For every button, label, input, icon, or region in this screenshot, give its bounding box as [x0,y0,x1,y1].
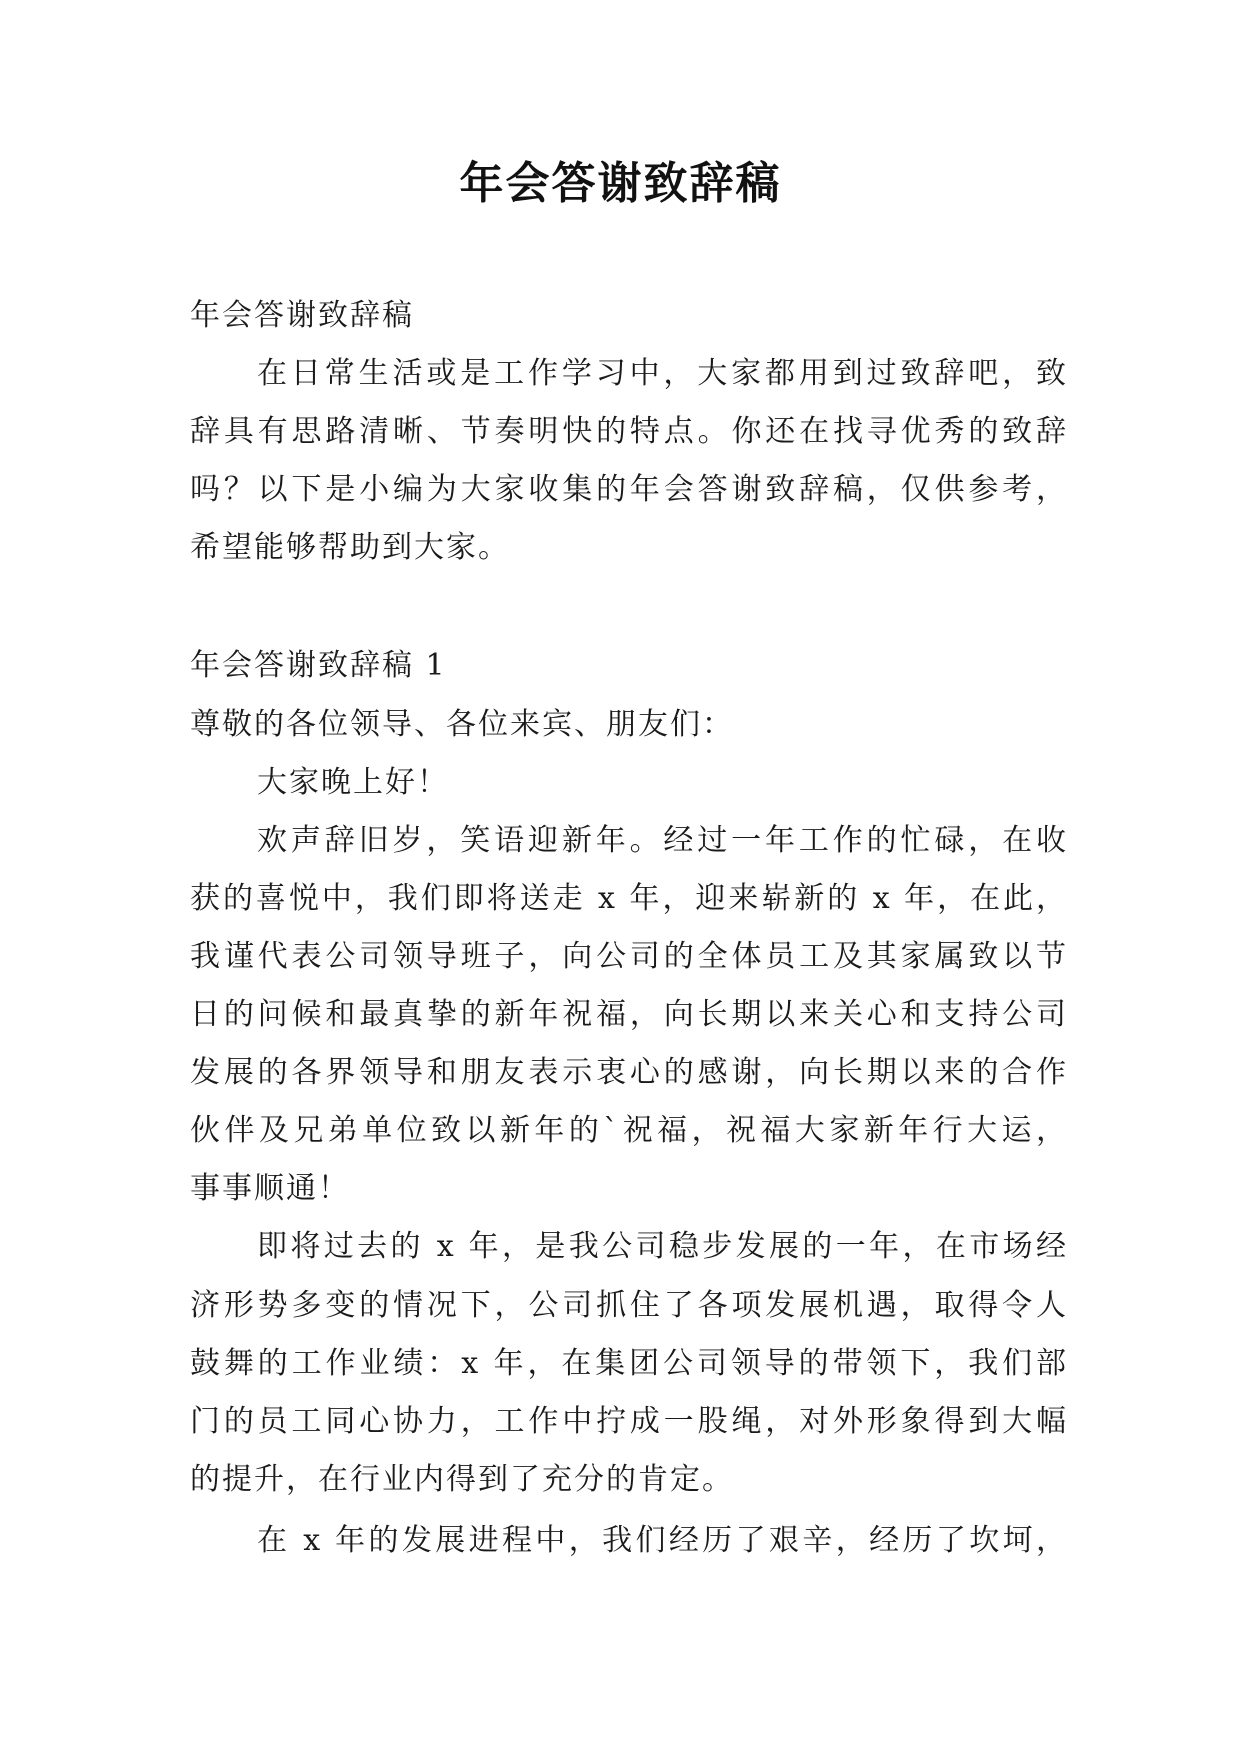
paragraph-line: 欢声辞旧岁，笑语迎新年。经过一年工作的忙碌，在收 [257,822,1068,858]
paragraph-line: 在日常生活或是工作学习中，大家都用到过致辞吧，致 [257,356,1068,392]
paragraph-line: 发展的各界领导和朋友表示衷心的感谢，向长期以来的合作 [190,1055,1068,1091]
paragraph-line: 事事顺通！ [190,1171,350,1207]
paragraph-line: 我谨代表公司领导班子，向公司的全体员工及其家属致以节 [190,938,1068,974]
paragraph-line: 即将过去的 x 年，是我公司稳步发展的一年，在市场经 [257,1229,1068,1265]
intro-paragraph [190,345,1068,577]
document-title: 年会答谢致辞稿 [459,158,782,209]
paragraph-line: 获的喜悦中，我们即将送走 x 年，迎来崭新的 x 年，在此， [190,880,1068,916]
greeting: 大家晚上好！ [257,764,449,800]
salutation: 尊敬的各位领导、各位来宾、朋友们： [190,706,734,742]
speech-heading: 年会答谢致辞稿 1 [190,648,447,684]
paragraph-line: 伙伴及兄弟单位致以新年的`祝福，祝福大家新年行大运， [190,1113,1068,1149]
speech-paragraph [190,812,1068,1219]
paragraph-line: 的提升，在行业内得到了充分的肯定。 [190,1461,734,1497]
paragraph-line: 希望能够帮助到大家。 [190,530,510,566]
speech-paragraph [190,1218,1068,1508]
speech-paragraph [190,1512,1068,1570]
paragraph-line: 辞具有思路清晰、节奏明快的特点。你还在找寻优秀的致辞 [190,414,1068,450]
document-body [190,287,1068,1570]
paragraph-line: 在 x 年的发展进程中，我们经历了艰辛，经历了坎坷， [257,1522,1068,1558]
paragraph-line: 济形势多变的情况下，公司抓住了各项发展机遇，取得令人 [190,1287,1068,1323]
paragraph-line: 日的问候和最真挚的新年祝福，向长期以来关心和支持公司 [190,997,1068,1033]
paragraph-line: 鼓舞的工作业绩：x 年，在集团公司领导的带领下，我们部 [190,1345,1068,1381]
intro-heading: 年会答谢致辞稿 [190,298,414,333]
paragraph-line: 门的员工同心协力，工作中拧成一股绳，对外形象得到大幅 [190,1403,1068,1439]
paragraph-line: 吗？以下是小编为大家收集的年会答谢致辞稿，仅供参考， [190,472,1068,508]
